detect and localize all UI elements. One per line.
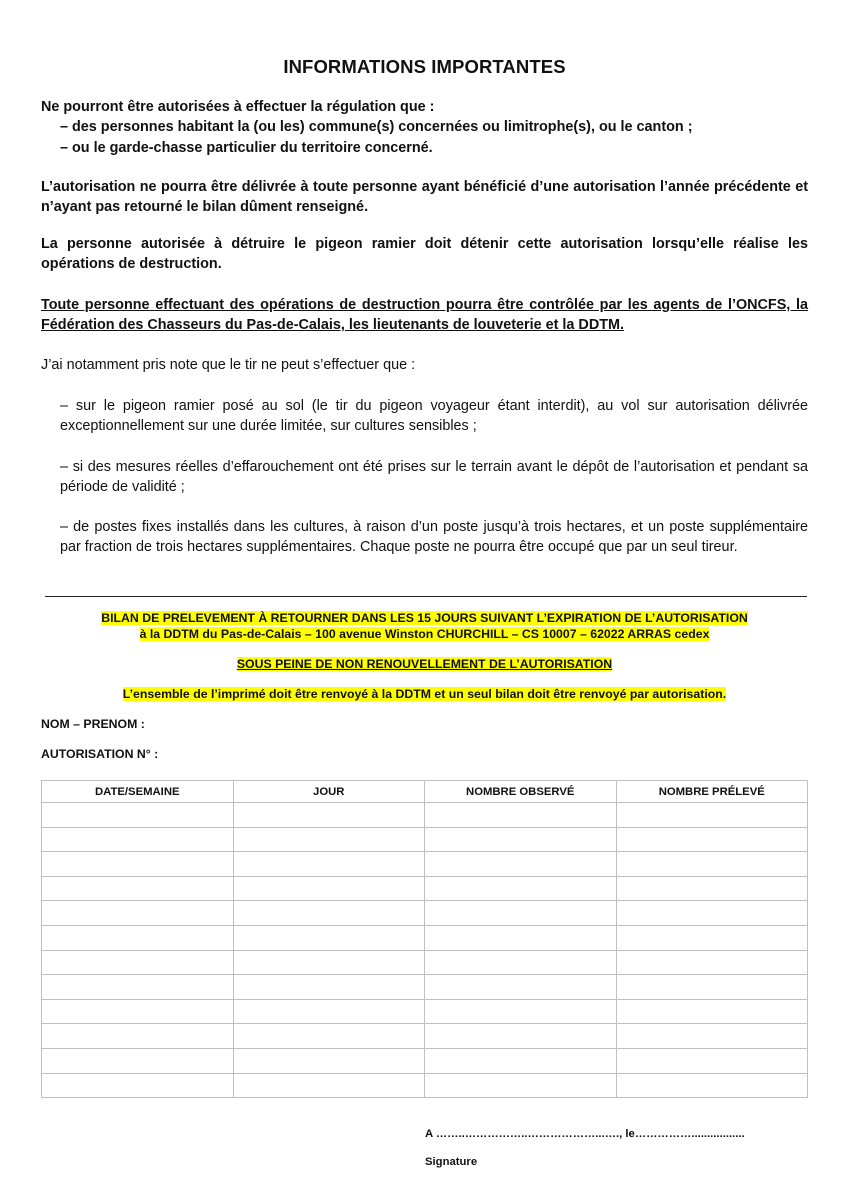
table-cell[interactable]: [425, 999, 617, 1024]
table-cell[interactable]: [425, 975, 617, 1000]
table-body: [42, 803, 808, 1098]
condition-item: – de postes fixes installés dans les cultures, à raison d’un poste jusqu’à trois hectares, et un poste supplémentaire par fraction de trois hectares supplémentaires. Chaque poste ne pourra être occupé que par un seul tireur.: [60, 519, 808, 556]
table-cell[interactable]: [42, 827, 234, 852]
table-cell[interactable]: [616, 876, 808, 901]
bilan-heading: [41, 610, 808, 642]
possession-paragraph: La personne autorisée à détruire le pigeon ramier doit détenir cette autorisation lorsqu’elle réalise les opérations de destruction.: [41, 236, 808, 273]
bilan-warning: [41, 656, 808, 672]
table-cell[interactable]: [616, 901, 808, 926]
eligibility-section: [41, 97, 808, 158]
harvest-table: [41, 780, 808, 1098]
table-header-row: [42, 781, 808, 803]
table-row: [42, 950, 808, 975]
table-cell[interactable]: [425, 1048, 617, 1073]
table-cell[interactable]: [42, 1024, 234, 1049]
table-cell[interactable]: [42, 803, 234, 828]
table-cell[interactable]: [42, 1073, 234, 1098]
page-title: INFORMATIONS IMPORTANTES: [283, 56, 566, 77]
table-cell[interactable]: [425, 925, 617, 950]
bilan-warning-text: SOUS PEINE DE NON RENOUVELLEMENT DE L’AUTORISATION: [236, 657, 613, 671]
table-cell[interactable]: [42, 975, 234, 1000]
signature-label: Signature: [425, 1156, 478, 1168]
table-cell[interactable]: [425, 803, 617, 828]
table-cell[interactable]: [233, 975, 425, 1000]
table-cell[interactable]: [233, 950, 425, 975]
table-cell[interactable]: [42, 925, 234, 950]
table-cell[interactable]: [616, 803, 808, 828]
table-cell[interactable]: [42, 852, 234, 877]
table-cell[interactable]: [616, 1048, 808, 1073]
table-cell[interactable]: [425, 876, 617, 901]
table-row: [42, 925, 808, 950]
table-cell[interactable]: [233, 901, 425, 926]
table-cell[interactable]: [425, 950, 617, 975]
table-cell[interactable]: [233, 999, 425, 1024]
renewal-paragraph: L’autorisation ne pourra être délivrée à toute personne ayant bénéficié d’une autorisation l’année précédente et n’ayant pas retourné le bilan dûment renseigné.: [41, 179, 808, 216]
eligibility-lead: Ne pourront être autorisées à effectuer la régulation que :: [41, 99, 435, 115]
table-cell[interactable]: [425, 1073, 617, 1098]
name-field-label: NOM – PRENOM :: [41, 717, 145, 731]
eligibility-item: – des personnes habitant la (ou les) commune(s) concernées ou limitrophe(s), ou le canton ;: [60, 119, 693, 136]
table-cell[interactable]: [233, 925, 425, 950]
table-row: [42, 1073, 808, 1098]
acknowledgement-paragraph: J’ai notamment pris note que le tir ne peut s’effectuer que :: [41, 357, 416, 373]
bilan-note-text: L’ensemble de l’imprimé doit être renvoyé à la DDTM et un seul bilan doit être renvoyé par autorisation.: [122, 687, 727, 701]
table-row: [42, 852, 808, 877]
table-cell[interactable]: [42, 950, 234, 975]
table-cell[interactable]: [425, 827, 617, 852]
table-cell[interactable]: [616, 827, 808, 852]
table-cell[interactable]: [42, 1048, 234, 1073]
table-cell[interactable]: [616, 975, 808, 1000]
table-cell[interactable]: [616, 1073, 808, 1098]
column-header-date: DATE/SEMAINE: [42, 781, 234, 803]
bilan-address-line: à la DDTM du Pas-de-Calais – 100 avenue Winston CHURCHILL – CS 10007 – 62022 ARRAS cedex: [139, 627, 710, 641]
place-date-line: A ……..……………..………………...…., le…………….................: [425, 1128, 745, 1140]
table-cell[interactable]: [233, 1048, 425, 1073]
table-cell[interactable]: [616, 950, 808, 975]
bilan-heading-line1: BILAN DE PRELEVEMENT À RETOURNER DANS LES 15 JOURS SUIVANT L’EXPIRATION DE L’AUTORISATION: [101, 611, 748, 625]
table-cell[interactable]: [425, 1024, 617, 1049]
table-row: [42, 803, 808, 828]
table-cell[interactable]: [616, 925, 808, 950]
table-cell[interactable]: [425, 852, 617, 877]
table-cell[interactable]: [425, 901, 617, 926]
section-divider: [45, 596, 807, 597]
column-header-harvested: NOMBRE PRÉLEVÉ: [616, 781, 808, 803]
table-row: [42, 1024, 808, 1049]
table-cell[interactable]: [616, 852, 808, 877]
table-cell[interactable]: [233, 852, 425, 877]
bilan-note: [41, 686, 808, 702]
table-row: [42, 975, 808, 1000]
table-cell[interactable]: [42, 999, 234, 1024]
table-row: [42, 1048, 808, 1073]
table-cell[interactable]: [233, 1073, 425, 1098]
table-row: [42, 901, 808, 926]
column-header-observed: NOMBRE OBSERVÉ: [425, 781, 617, 803]
authorization-number-label: AUTORISATION N° :: [41, 747, 159, 761]
table-cell[interactable]: [233, 1024, 425, 1049]
condition-item: – sur le pigeon ramier posé au sol (le tir du pigeon voyageur étant interdit), au vol sur autorisation délivrée exceptionnellement sur une durée limitée, sur cultures sensibles ;: [60, 398, 808, 435]
condition-item: – si des mesures réelles d’effarouchement ont été prises sur le terrain avant le dépôt de l’autorisation et pendant sa période de validité ;: [60, 459, 808, 496]
table-cell[interactable]: [233, 876, 425, 901]
eligibility-item: – ou le garde-chasse particulier du territoire concerné.: [60, 139, 433, 156]
table-row: [42, 999, 808, 1024]
table-cell[interactable]: [42, 876, 234, 901]
table-cell[interactable]: [616, 999, 808, 1024]
column-header-day: JOUR: [233, 781, 425, 803]
table-row: [42, 876, 808, 901]
table-cell[interactable]: [233, 803, 425, 828]
table-cell[interactable]: [233, 827, 425, 852]
control-paragraph: Toute personne effectuant des opérations de destruction pourra être contrôlée par les agents de l’ONCFS, la Fédération des Chasseurs du Pas-de-Calais, les lieutenants de louveterie et la DDTM.: [41, 297, 808, 334]
table-cell[interactable]: [42, 901, 234, 926]
table-row: [42, 827, 808, 852]
table-cell[interactable]: [616, 1024, 808, 1049]
